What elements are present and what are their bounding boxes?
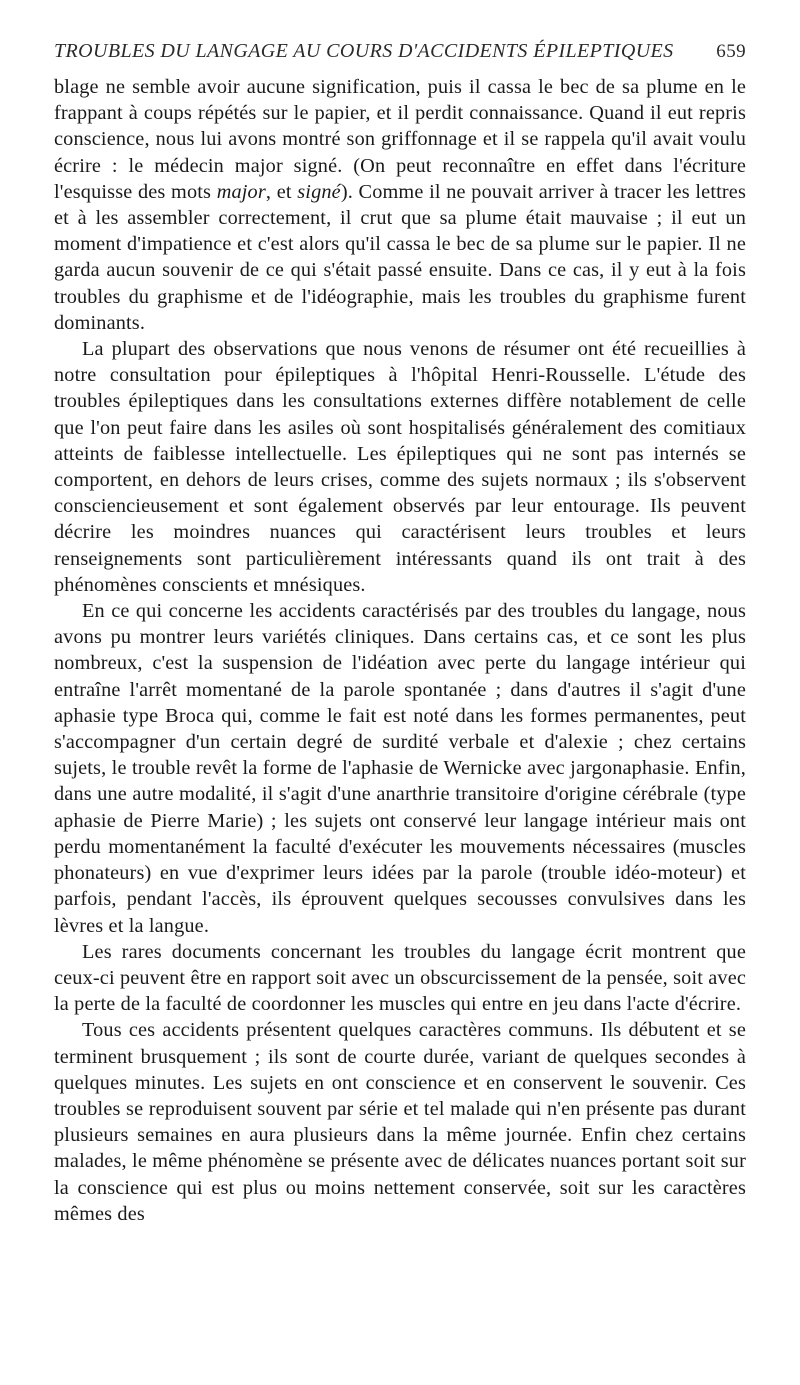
paragraph [54, 74, 746, 336]
text-run: blage ne semble avoir aucune signification, puis il cassa le bec de sa plume en le frappant à coups répétés sur le papier, et il perdit connaissance. Quand il eut repris conscience, nous lui avons montré son griffonnage et il se rappela qu'il avait voulu écrire : le médecin major signé. (On peut reconnaître en effet dans l'écriture l'esquisse des mots [54, 76, 746, 203]
italic-term: signé [297, 180, 341, 203]
text-run: La plupart des observations que nous venons de résumer ont été recueillies à notre consultation pour épileptiques à l'hôpital Henri-Rousselle. L'étude des troubles épileptiques dans les consultations externes diffère notablement de celle que l'on peut faire dans les asiles où sont hospitalisés généralement des comitiaux atteints de faiblesse intellectuelle. Les épileptiques qui ne sont pas internés se comportent, en dehors de leurs crises, comme des sujets normaux ; ils s'observent consciencieusement et sont également observés par leur entourage. Ils peuvent décrire les moindres nuances qui caractérisent leurs troubles et leurs renseignements sont particulièrement intéressants quand ils ont trait à des phénomènes conscients et mnésiques. [54, 338, 746, 596]
body-text [54, 74, 746, 1227]
paragraph [54, 1017, 746, 1227]
paragraph [54, 598, 746, 939]
text-run: Tous ces accidents présentent quelques caractères communs. Ils débutent et se terminent brusquement ; ils sont de courte durée, variant de quelques secondes à quelques minutes. Les sujets en ont conscience et en conservent le souvenir. Ces troubles se reproduisent souvent par série et tel malade qui n'en présente pas durant plusieurs semaines en aura plusieurs dans la même journée. Enfin chez certains malades, le même phénomène se présente avec de délicates nuances portant soit sur la conscience qui est plus ou moins nettement conservée, soit sur les caractères mêmes des [54, 1019, 746, 1225]
running-title: TROUBLES DU LANGAGE AU COURS D'ACCIDENTS ÉPILEPTIQUES [54, 40, 674, 62]
paragraph [54, 336, 746, 598]
italic-term: major [216, 180, 266, 203]
text-run: , et [265, 180, 298, 203]
running-head [54, 40, 746, 66]
paragraph [54, 939, 746, 1018]
text-run: En ce qui concerne les accidents caractérisés par des troubles du langage, nous avons pu montrer leurs variétés cliniques. Dans certains cas, et ce sont les plus nombreux, c'est la suspension de l'idéation avec perte du langage intérieur qui entraîne l'arrêt momentané de la parole spontanée ; dans d'autres il s'agit d'une aphasie type Broca qui, comme le fait est noté dans les formes permanentes, peut s'accompagner d'un certain degré de surdité verbale et d'alexie ; chez certains sujets, le trouble revêt la forme de l'aphasie de Wernicke avec jargonaphasie. Enfin, dans une autre modalité, il s'agit d'une anarthrie transitoire d'origine cérébrale (type aphasie de Pierre Marie) ; les sujets ont conservé leur langage intérieur mais ont perdu momentanément la faculté d'exécuter les mouvements nécessaires (muscles phonateurs) en vue d'exprimer leurs idées par la parole (trouble idéo-moteur) et parfois, pendant l'accès, ils éprouvent quelques secousses convulsives dans les lèvres et la langue. [54, 600, 746, 937]
text-run: Les rares documents concernant les troubles du langage écrit montrent que ceux-ci peuvent être en rapport soit avec un obscurcissement de la pensée, soit avec la perte de la faculté de coordonner les muscles qui entre en jeu dans l'acte d'écrire. [54, 940, 746, 1016]
text-run: ). Comme il ne pouvait arriver à tracer les lettres et à les assembler correctement, il crut que sa plume était mauvaise ; il eut un moment d'impatience et c'est alors qu'il cassa le bec de sa plume sur le papier. Il ne garda aucun souvenir de ce qui s'était passé ensuite. Dans ce cas, il y eut à la fois troubles du graphisme et de l'idéographie, mais les troubles du graphisme furent dominants. [54, 180, 746, 334]
page-number: 659 [716, 41, 746, 62]
